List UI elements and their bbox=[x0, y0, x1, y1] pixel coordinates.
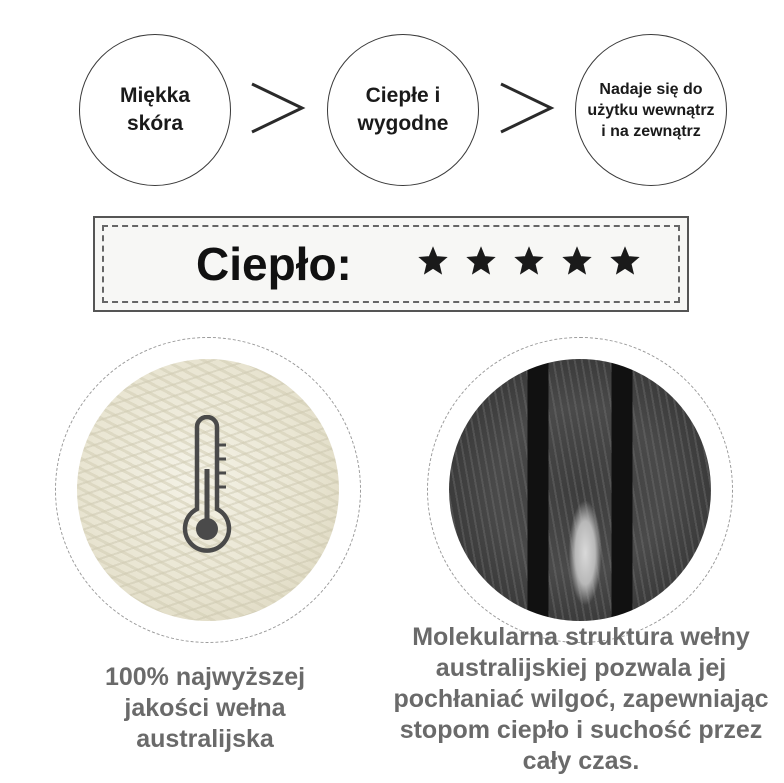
star-rating bbox=[418, 246, 640, 276]
star-icon bbox=[466, 246, 496, 276]
star-icon bbox=[418, 246, 448, 276]
feature-circle-indoor-outdoor bbox=[575, 34, 727, 186]
star-icon bbox=[562, 246, 592, 276]
feature-label-soft-leather: Miękka skóra bbox=[119, 84, 191, 135]
wool-caption: 100% najwyższej jakości wełna australijska bbox=[104, 663, 306, 753]
feature-label-indoor-outdoor: Nadaje się do użytku wewnątrz i na zewnątrz bbox=[587, 80, 715, 140]
rating-label: Ciepło: bbox=[196, 238, 352, 290]
star-icon bbox=[514, 246, 544, 276]
feature-circle-warm-comfortable bbox=[327, 34, 479, 186]
chevron-right-icon bbox=[497, 80, 555, 136]
warmth-rating-panel bbox=[93, 216, 689, 312]
structure-caption: Molekularna struktura wełny australijskiej pozwala jej pochłaniać wilgoć, zapewniając stopom ciepło i suchość przez cały czas. bbox=[393, 623, 769, 775]
star-icon bbox=[610, 246, 640, 276]
thermometer-icon bbox=[131, 415, 283, 560]
fur-lining-image bbox=[449, 359, 711, 621]
feature-circle-soft-leather bbox=[79, 34, 231, 186]
feature-label-warm-comfortable: Ciepłe i wygodne bbox=[357, 84, 449, 135]
lining-photo-frame bbox=[427, 337, 733, 643]
chevron-right-icon bbox=[248, 80, 306, 136]
